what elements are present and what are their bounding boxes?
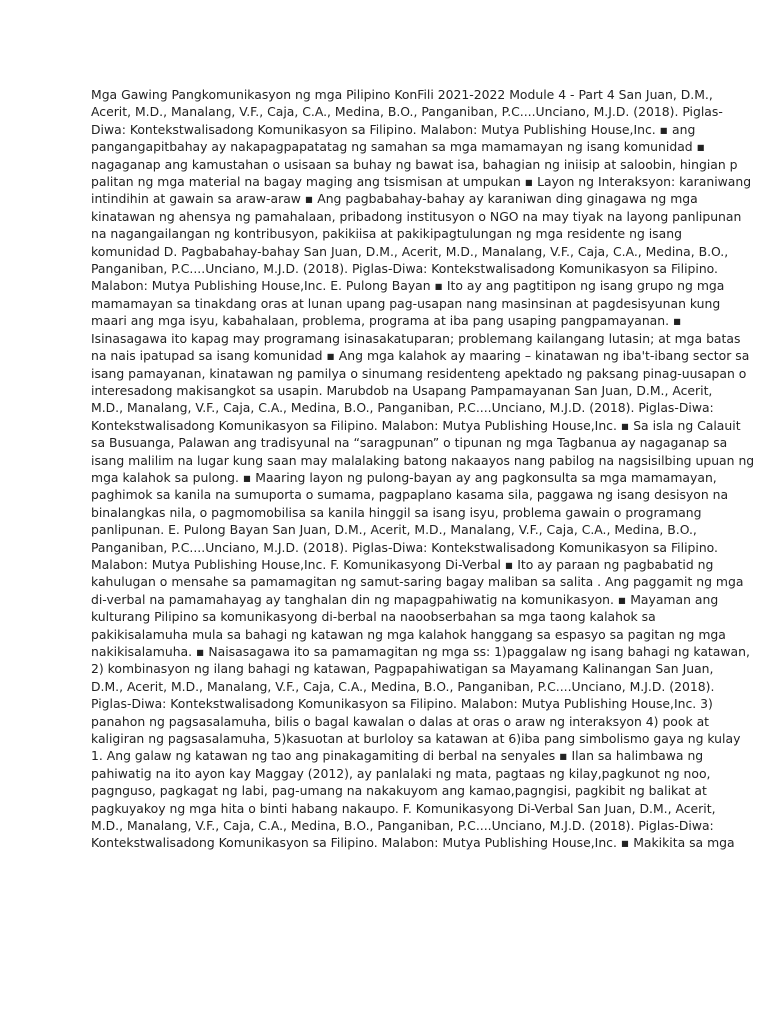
text-line: nakikisalamuha. ▪ Naisasagawa ito sa pamamagitan ng mga ss: 1)paggalaw ng isang bahagi ng katawan, [91, 644, 750, 659]
text-line: M.D., Manalang, V.F., Caja, C.A., Medina, B.O., Panganiban, P.C....Unciano, M.J.D. (2018). Piglas-Diwa: [91, 400, 714, 416]
text-line: kulturang Pilipino sa komunikasyong di-berbal na naoobserbahan sa mga taong kalahok sa [91, 609, 656, 625]
text-line: panlipunan. E. Pulong Bayan San Juan, D.M., Acerit, M.D., Manalang, V.F., Caja, C.A., Medina, B.O., [91, 522, 697, 538]
text-line: Panganiban, P.C....Unciano, M.J.D. (2018). Piglas-Diwa: Kontekstwalisadong Komunikasyon sa Filipino. [91, 539, 718, 555]
text-line: Piglas-Diwa: Kontekstwalisadong Komunikasyon sa Filipino. Malabon: Mutya Publishing House,Inc. 3) [91, 696, 713, 712]
text-line: na nais ipatupad sa isang komunidad ▪ Ang mga kalahok ay maaring – kinatawan ng iba't-ibang sector sa [91, 348, 750, 364]
text-line: kaligiran ng pagsasalamuha, 5)kasuotan at burloloy sa katawan at 6)iba pang simbolismo gaya ng kulay [91, 731, 741, 747]
text-line: sa Busuanga, Palawan ang tradisyunal na “saragpunan” o tipunan ng mga Tagbanua ay nagaganap sa [91, 435, 728, 451]
text-line: pagkuyakoy ng mga hita o binti habang nakaupo. F. Komunikasyong Di-Verbal San Juan, D.M., Acerit, [91, 800, 716, 816]
text-line: Kontekstwalisadong Komunikasyon sa Filipino. Malabon: Mutya Publishing House,Inc. ▪ Sa isla ng Calauit [91, 417, 741, 433]
text-line: interesadong makisangkot sa usapin. Marubdob na Usapang Pampamayanan San Juan, D.M., Acerit, [91, 382, 713, 398]
document-body-text [91, 86, 755, 852]
text-line: isang malilim na lugar kung saan may malalaking batong nakaayos nang pabilog na nagsisilbing upuan ng [91, 452, 755, 468]
text-line: pakikisalamuha mula sa bahagi ng katawan ng mga kalahok hanggang sa espasyo sa pagitan ng mga [91, 626, 726, 642]
text-line: Mga Gawing Pangkomunikasyon ng mga Pilipino KonFili 2021-2022 Module 4 - Part 4 San Juan, D.M., [91, 87, 713, 102]
text-line: komunidad D. Pagbabahay-bahay San Juan, D.M., Acerit, M.D., Manalang, V.F., Caja, C.A., Medina, B.O., [91, 243, 729, 259]
text-line: di-verbal na pamamahayag ay tanghalan din ng mapagpahiwatig na komunikasyon. ▪ Mayaman ang [91, 591, 719, 607]
document-page [91, 86, 755, 852]
text-line: M.D., Manalang, V.F., Caja, C.A., Medina, B.O., Panganiban, P.C....Unciano, M.J.D. (2018). Piglas-Diwa: [91, 818, 714, 834]
text-line: kinatawan ng ahensya ng pamahalaan, pribadong institusyon o NGO na may tiyak na layong panlipunan [91, 208, 742, 224]
text-line: D.M., Acerit, M.D., Manalang, V.F., Caja, C.A., Medina, B.O., Panganiban, P.C....Unciano, M.J.D. (2018). [91, 678, 715, 694]
text-line: intindihin at gawain sa araw-araw ▪ Ang pagbabahay-bahay ay karaniwan ding ginagawa ng mga [91, 191, 698, 207]
text-line: Malabon: Mutya Publishing House,Inc. F. Komunikasyong Di-Verbal ▪ Ito ay paraan ng pagbabatid ng [91, 556, 714, 572]
text-line: isang pamayanan, kinatawan ng pamilya o sinumang residenteng apektado ng paksang pinag-uusapan o [91, 365, 747, 381]
text-line: Panganiban, P.C....Unciano, M.J.D. (2018). Piglas-Diwa: Kontekstwalisadong Komunikasyon sa Filipino. [91, 261, 718, 277]
text-line: Kontekstwalisadong Komunikasyon sa Filipino. Malabon: Mutya Publishing House,Inc. ▪ Makikita sa mga [91, 835, 735, 851]
text-line: binalangkas nila, o pagmomobilisa sa kanila hinggil sa isang isyu, problema gawain o programang [91, 504, 702, 520]
text-line: panahon ng pagsasalamuha, bilis o bagal kawalan o dalas at oras o araw ng interaksyon 4) pook at [91, 713, 710, 729]
text-line: mga kalahok sa pulong. ▪ Maaring layon ng pulong-bayan ay ang pagkonsulta sa mga mamamayan, [91, 469, 717, 485]
text-line: pahiwatig na ito ayon kay Maggay (2012), ay panlalaki ng mata, pagtaas ng kilay,pagkunot ng noo, [91, 765, 711, 781]
text-line: 1. Ang galaw ng katawan ng tao ang pinakagamiting di berbal na senyales ▪ Ilan sa halimbawa ng [91, 748, 704, 764]
text-line: Diwa: Kontekstwalisadong Komunikasyon sa Filipino. Malabon: Mutya Publishing House,Inc. ▪ ang [91, 121, 696, 137]
text-line: kahulugan o mensahe sa pamamagitan ng samut-saring bagay maliban sa salita . Ang paggamit ng mga [91, 574, 744, 590]
text-line: Acerit, M.D., Manalang, V.F., Caja, C.A., Medina, B.O., Panganiban, P.C....Unciano, M.J.D. (2018). Piglas- [91, 104, 723, 120]
text-line: pagnguso, pagkagat ng labi, pag-umang na nakakuyom ang kamao,pagngisi, pagkibit ng balikat at [91, 783, 707, 799]
text-line: nagaganap ang kamustahan o usisaan sa buhay ng bawat isa, bahagian ng iniisip at saloobin, hingian p [91, 156, 738, 172]
text-line: Malabon: Mutya Publishing House,Inc. E. Pulong Bayan ▪ Ito ay ang pagtitipon ng isang grupo ng mga [91, 278, 725, 294]
text-line: palitan ng mga material na bagay maging ang tsismisan at umpukan ▪ Layon ng Interaksyon: karaniwang [91, 174, 752, 190]
text-line: pangangapitbahay ay nakapagpapatatag ng samahan sa mga mamamayan ng isang komunidad ▪ [91, 139, 705, 155]
text-line: na nagangailangan ng kontribusyon, pakikiisa at pakikipagtulungan ng mga residente ng isang [91, 226, 682, 242]
text-line: Isinasagawa ito kapag may programang isinasakatuparan; problemang kailangang lutasin; at mga batas [91, 330, 741, 346]
text-line: mamamayan sa tinakdang oras at lunan upang pag-usapan nang masinsinan at pagdesisyunan kung [91, 295, 721, 311]
text-line: maari ang mga isyu, kabahalaan, problema, programa at iba pang usaping pangpamayanan. ▪ [91, 313, 682, 329]
text-line: paghimok sa kanila na sumuporta o sumama, pagpaplano kasama sila, paggawa ng isang desisyon na [91, 487, 729, 503]
text-line: 2) kombinasyon ng ilang bahagi ng katawan, Pagpapahiwatigan sa Mayamang Kalinangan San Juan, [91, 661, 714, 677]
